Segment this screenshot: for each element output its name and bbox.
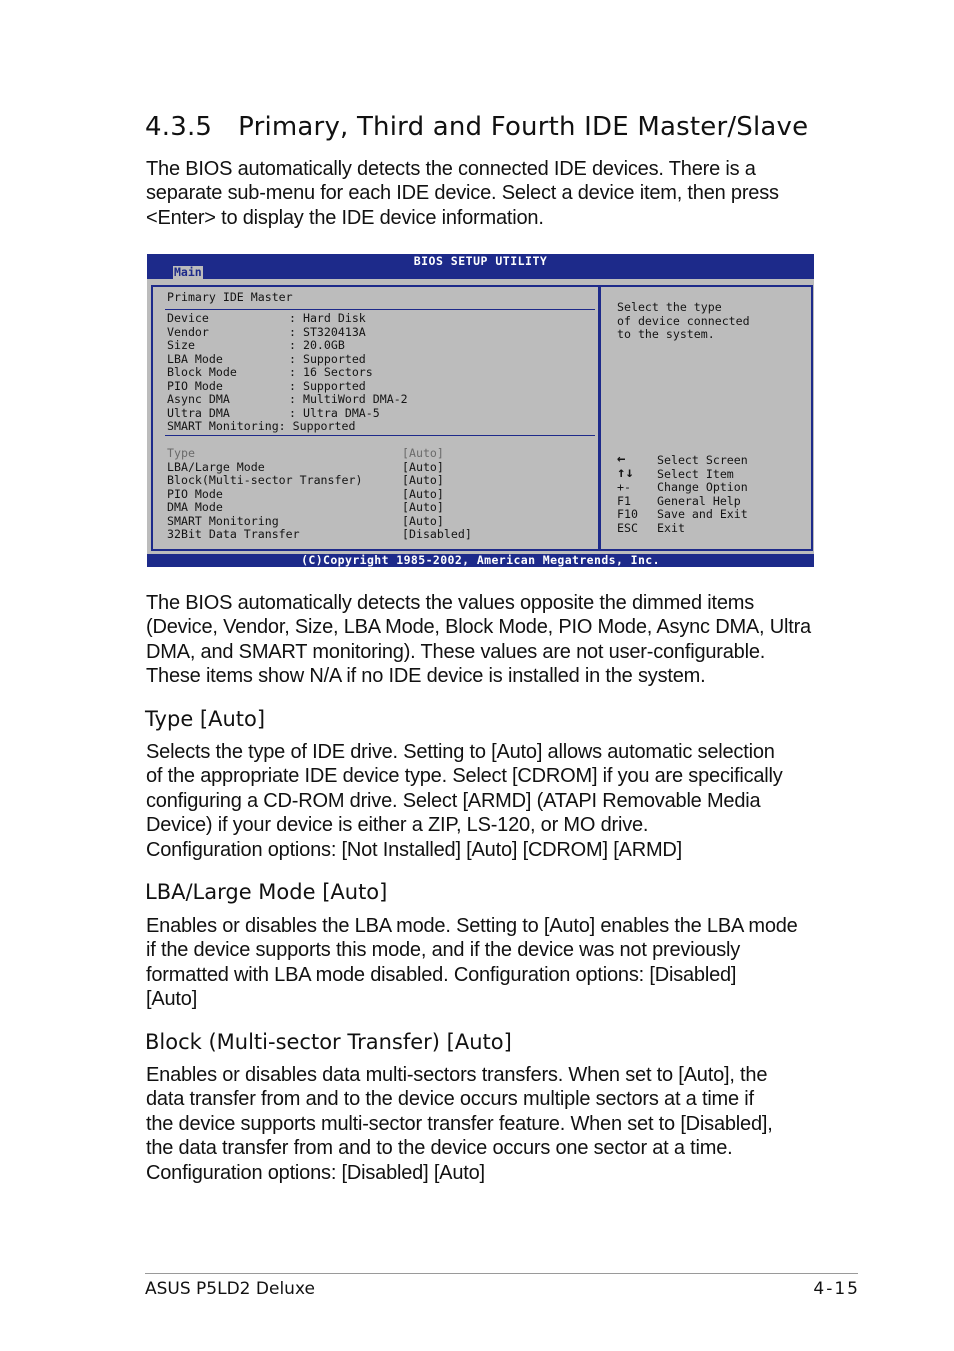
page-number: 4-15: [813, 1279, 860, 1299]
text-line: The BIOS automatically detects the values opposite the dimmed items: [146, 592, 755, 614]
footer-product: ASUS P5LD2 Deluxe: [145, 1279, 315, 1299]
text-line: The BIOS automatically detects the connected IDE devices. There is a: [146, 158, 756, 180]
text-line: separate sub-menu for each IDE device. Select a device item, then press: [146, 182, 779, 205]
bios-title: BIOS SETUP UTILITY: [413, 254, 548, 268]
bios-copyright: (C)Copyright 1985-2002, American Megatrends, Inc.: [147, 554, 814, 567]
bios-title-bar: [147, 254, 814, 279]
after-paragraph: [146, 591, 826, 689]
bios-help-panel: Select the type of device connected to the system. ← Select Screen ↑↓ Select Item +- Change Option F1 General Help F10 Save and Exit ESC Exit: [599, 285, 813, 551]
text-line: formatted with LBA mode disabled. Configuration options: [Disabled]: [146, 963, 737, 986]
text-line: if the device supports this mode, and if the device was not previously: [146, 939, 741, 962]
block-heading: Block (Multi-sector Transfer) [Auto]: [145, 1030, 512, 1054]
section-title: Primary, Third and Fourth IDE Master/Slave: [238, 112, 809, 142]
text-line: Configuration options: [Disabled] [Auto]: [146, 1161, 485, 1184]
text-line: Enables or disables data multi-sectors transfers. When set to [Auto], the: [146, 1064, 768, 1086]
lba-heading: LBA/Large Mode [Auto]: [145, 880, 388, 904]
text-line: Enables or disables the LBA mode. Setting to [Auto] enables the LBA mode: [146, 915, 798, 937]
bios-main-panel: Primary IDE Master Device : Hard Disk Vendor : ST320413A Size : 20.0GB LBA Mode : Supported Block Mode : 16 Sectors PIO Mode : Supported Async DMA : MultiWord DMA-2 Ultra DMA : Ultra DMA-5 SMART Monitoring: Supported Type [Auto] LBA/Large Mode [Auto] Block(Multi-sector Transfer) [Auto] PIO Mode [Auto] DMA Mode [Auto] SMART Monitoring [Auto] 32Bit Data Transfer [Disabled]: [151, 285, 600, 551]
text-line: DMA, and SMART monitoring). These values are not user-configurable.: [146, 640, 766, 663]
text-line: <Enter> to display the IDE device information.: [146, 206, 544, 229]
type-heading: Type [Auto]: [145, 707, 266, 731]
text-line: (Device, Vendor, Size, LBA Mode, Block Mode, PIO Mode, Async DMA, Ultra: [146, 616, 811, 639]
text-line: the device supports multi-sector transfer feature. When set to [Disabled],: [146, 1112, 773, 1135]
left-arrow-icon: ←: [617, 451, 626, 467]
intro-paragraph: [146, 157, 826, 230]
text-line: [Auto]: [146, 988, 198, 1011]
tab-main[interactable]: Main: [174, 265, 202, 279]
up-down-arrows-icon: ↑↓: [617, 464, 634, 481]
section-heading: [145, 112, 808, 142]
divider: [165, 435, 595, 436]
text-line: Device) if your device is either a ZIP, LS-120, or MO drive.: [146, 814, 649, 837]
text-line: configuring a CD-ROM drive. Select [ARMD] (ATAPI Removable Media: [146, 789, 761, 812]
block-paragraph: [146, 1063, 826, 1185]
text-line: the data transfer from and to the device occurs one sector at a time.: [146, 1137, 733, 1160]
text-line: of the appropriate IDE device type. Select [CDROM] if you are specifically: [146, 765, 783, 788]
help-text: Select the type of device connected to the system.: [617, 300, 750, 341]
text-line: data transfer from and to the device occurs multiple sectors at a time if: [146, 1088, 754, 1111]
lba-paragraph: [146, 914, 826, 1012]
text-line: These items show N/A if no IDE device is installed in the system.: [146, 665, 706, 688]
section-number: 4.3.5: [145, 112, 213, 142]
divider: [165, 309, 595, 310]
bios-screenshot: [147, 254, 814, 567]
type-paragraph: [146, 740, 826, 862]
text-line: Selects the type of IDE drive. Setting to [Auto] allows automatic selection: [146, 741, 775, 763]
footer-rule: [145, 1273, 858, 1274]
text-line: Configuration options: [Not Installed] [Auto] [CDROM] [ARMD]: [146, 838, 682, 861]
